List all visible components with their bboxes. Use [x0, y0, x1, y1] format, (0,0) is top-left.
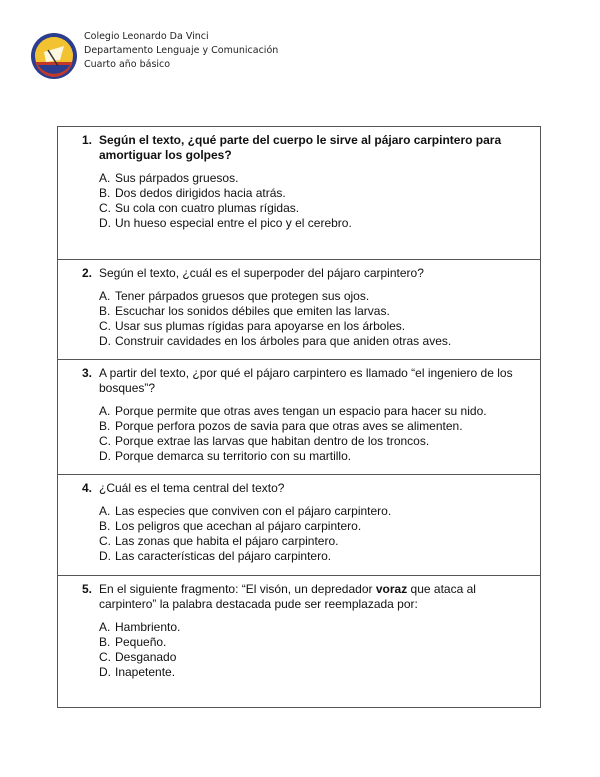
option-a: A. Tener párpados gruesos que protegen sus ojos.	[99, 289, 370, 303]
option-c: C. Usar sus plumas rígidas para apoyarse en los árboles.	[99, 319, 406, 333]
question-number: 4.	[82, 481, 93, 495]
grade-level: Cuarto año básico	[84, 59, 171, 70]
question-number: 5.	[82, 582, 93, 596]
question-3	[58, 359, 540, 474]
questions-frame	[57, 126, 541, 708]
option-d: D. Las características del pájaro carpintero.	[99, 549, 332, 563]
option-b: B. Dos dedos dirigidos hacia atrás.	[99, 186, 286, 200]
question-text: ¿Cuál es el tema central del texto?	[99, 481, 285, 495]
question-number: 2.	[82, 266, 93, 280]
option-d: D. Inapetente.	[99, 665, 176, 679]
option-a: A. Hambriento.	[99, 620, 181, 634]
question-5	[58, 575, 540, 707]
question-text: Según el texto, ¿qué parte del cuerpo le sirve al pájaro carpintero para amortiguar los golpes?	[99, 133, 502, 162]
option-d: D. Porque demarca su territorio con su martillo.	[99, 449, 352, 463]
question-text: Según el texto, ¿cuál es el superpoder del pájaro carpintero?	[99, 266, 424, 280]
school-name: Colegio Leonardo Da Vinci	[84, 31, 209, 42]
option-a: A. Porque permite que otras aves tengan un espacio para hacer su nido.	[99, 404, 487, 418]
option-a: A. Sus párpados gruesos.	[99, 171, 239, 185]
option-b: B. Los peligros que acechan al pájaro carpintero.	[99, 519, 362, 533]
school-logo-icon	[30, 32, 78, 80]
question-number: 3.	[82, 366, 93, 380]
option-c: C. Las zonas que habita el pájaro carpintero.	[99, 534, 339, 548]
question-number: 1.	[82, 133, 93, 147]
question-4	[58, 474, 540, 575]
option-c: C. Porque extrae las larvas que habitan dentro de los troncos.	[99, 434, 430, 448]
question-2	[58, 259, 540, 359]
option-a: A. Las especies que conviven con el pájaro carpintero.	[99, 504, 392, 518]
question-text: En el siguiente fragmento: “El visón, un depredador voraz que ataca al carpintero” la palabra destacada pude ser reemplazada por:	[99, 582, 476, 611]
department-name: Departamento Lenguaje y Comunicación	[84, 45, 279, 56]
question-text: A partir del texto, ¿por qué el pájaro carpintero es llamado “el ingeniero de los bosques”?	[99, 366, 513, 395]
option-b: B. Porque perfora pozos de savia para que otras aves se alimenten.	[99, 419, 463, 433]
highlighted-word: voraz	[375, 582, 408, 596]
option-d: D. Un hueso especial entre el pico y el cerebro.	[99, 216, 352, 230]
question-1	[58, 127, 540, 259]
option-b: B. Escuchar los sonidos débiles que emiten las larvas.	[99, 304, 390, 318]
option-c: C. Desganado	[99, 650, 177, 664]
option-d: D. Construir cavidades en los árboles para que aniden otras aves.	[99, 334, 452, 348]
option-b: B. Pequeño.	[99, 635, 167, 649]
option-c: C. Su cola con cuatro plumas rígidas.	[99, 201, 300, 215]
